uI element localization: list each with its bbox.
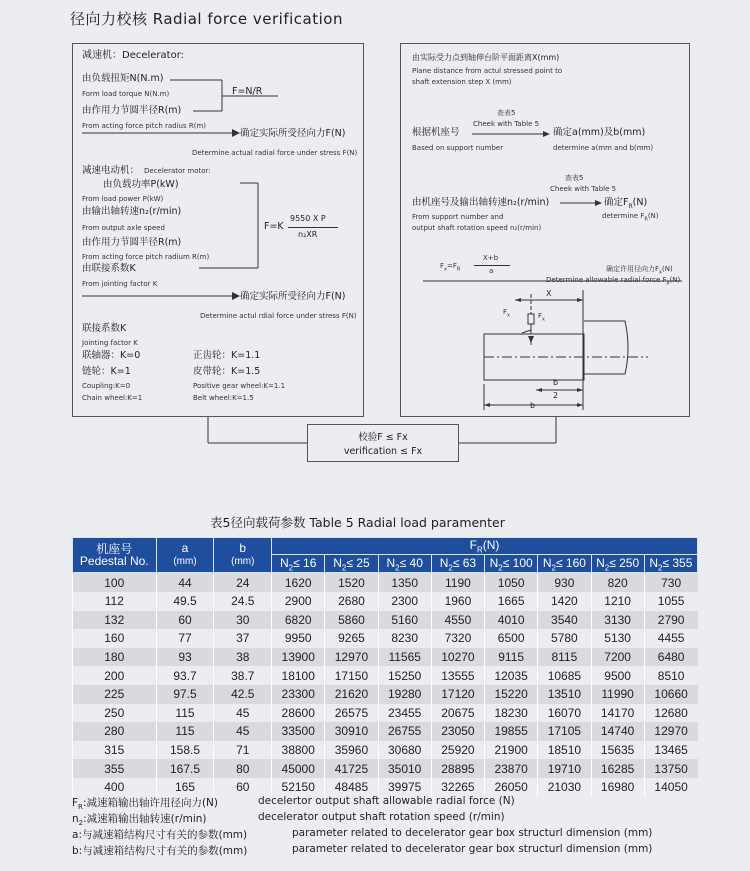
- belt-en: Belt wheel:K=1.5: [193, 394, 254, 402]
- radial-load-table: [72, 537, 698, 797]
- table-cell: 39975: [378, 778, 431, 797]
- table-cell: 30: [214, 611, 272, 630]
- determine-fr-en: determine $F_R(N)$: [602, 212, 659, 223]
- table-cell: 4550: [431, 611, 484, 630]
- table-cell: 18230: [485, 704, 538, 723]
- col-speed-4: $N_2\le 100$: [485, 555, 538, 573]
- footnote: $F_R$:减速箱输出轴许用径向力(N) decelertor output shaft allowable radial force (N): [72, 795, 515, 812]
- table-cell: 38800: [272, 741, 325, 760]
- table-cell: 180: [73, 648, 157, 667]
- table-cell: 26755: [378, 722, 431, 741]
- table-cell: 112: [73, 592, 157, 611]
- table-cell: 25920: [431, 741, 484, 760]
- col-pedestal: 机座号 Pedestal No.: [73, 538, 157, 573]
- table-cell: 45: [214, 722, 272, 741]
- determine-ab-cn: 确定a(mm)及b(mm): [553, 127, 646, 138]
- table-cell: 19855: [485, 722, 538, 741]
- check1-en: Cheek with Table 5: [473, 120, 540, 128]
- table-cell: 115: [156, 704, 214, 723]
- table-cell: 14050: [644, 778, 697, 797]
- table-cell: 1420: [538, 592, 591, 611]
- speed-label-en: From output axle speed: [82, 224, 165, 232]
- power-label-cn: 由负载功率P(kW): [103, 179, 179, 190]
- table-cell: 820: [591, 573, 644, 592]
- table-cell: 3540: [538, 611, 591, 630]
- joint-label-cn: 由联接系数K: [82, 263, 136, 274]
- table-cell: 16980: [591, 778, 644, 797]
- table-cell: 100: [73, 573, 157, 592]
- table-cell: 5780: [538, 629, 591, 648]
- table-cell: 16070: [538, 704, 591, 723]
- radius2-label-en: From acting force pitch radium R(m): [82, 253, 210, 261]
- joint-label-en: From jointing factor K: [82, 280, 158, 288]
- table-cell: 2300: [378, 592, 431, 611]
- table-cell: 10660: [644, 685, 697, 704]
- col-b: b (mm): [214, 538, 272, 573]
- table-cell: 1960: [431, 592, 484, 611]
- determine-ab-en: determine a(mm and b(mm): [553, 144, 654, 152]
- table-cell: 400: [73, 778, 157, 797]
- verification-en: verification ≤ Fx: [343, 446, 423, 457]
- table-cell: 1190: [431, 573, 484, 592]
- table-cell: 132: [73, 611, 157, 630]
- table-cell: 14740: [591, 722, 644, 741]
- col-fr: $F_R(N)$: [272, 538, 698, 555]
- table-cell: 19280: [378, 685, 431, 704]
- table-cell: 930: [538, 573, 591, 592]
- distance-label-en2: shaft extension step X (mm): [412, 78, 512, 86]
- determine-force-cn: 确定实际所受径向力F(N): [240, 128, 346, 139]
- table-cell: 1620: [272, 573, 325, 592]
- table-row: [73, 722, 698, 741]
- factor-label-cn: 联接系数K: [82, 323, 127, 334]
- formula-f-n-r: F=N/R: [232, 86, 263, 97]
- table-cell: 12970: [325, 648, 378, 667]
- table-cell: 1520: [325, 573, 378, 592]
- diagram-fx-arrow-label: $F_x$: [538, 312, 545, 323]
- table-cell: 1210: [591, 592, 644, 611]
- formula2-numerator: 9550 X P: [290, 214, 326, 223]
- table-cell: 23050: [431, 722, 484, 741]
- table-cell: 28600: [272, 704, 325, 723]
- table-cell: 42.5: [214, 685, 272, 704]
- table-cell: 93.7: [156, 666, 214, 685]
- table-cell: 15220: [485, 685, 538, 704]
- table-cell: 21620: [325, 685, 378, 704]
- table-cell: 38.7: [214, 666, 272, 685]
- table-cell: 8510: [644, 666, 697, 685]
- radius2-label-cn: 由作用力节圆半径R(m): [82, 237, 182, 248]
- table-row: [73, 685, 698, 704]
- table-cell: 1350: [378, 573, 431, 592]
- table-cell: 158.5: [156, 741, 214, 760]
- table-cell: 4010: [485, 611, 538, 630]
- support-label-en1: From support number and: [412, 213, 504, 221]
- table-cell: 97.5: [156, 685, 214, 704]
- radius-label-en: From acting force pitch radius R(m): [82, 122, 207, 130]
- table-cell: 13750: [644, 759, 697, 778]
- base-label-en: Based on support number: [412, 144, 504, 152]
- table-row: [73, 648, 698, 667]
- table-cell: 49.5: [156, 592, 214, 611]
- table-cell: 15635: [591, 741, 644, 760]
- col-speed-6: $N_2\le 250$: [591, 555, 644, 573]
- table-cell: 1050: [485, 573, 538, 592]
- speed-label-cn: 由输出轴转速n₂(r/min): [82, 206, 182, 217]
- table-cell: 45: [214, 704, 272, 723]
- table-cell: 48485: [325, 778, 378, 797]
- torque-label-en: Form load torque N(N.m): [82, 90, 170, 98]
- table-cell: 9950: [272, 629, 325, 648]
- table-cell: 35960: [325, 741, 378, 760]
- table-cell: 115: [156, 722, 214, 741]
- table-cell: 80: [214, 759, 272, 778]
- check2-cn: 查表5: [565, 174, 584, 182]
- table-cell: 21900: [485, 741, 538, 760]
- table-cell: 21030: [538, 778, 591, 797]
- table-cell: 19710: [538, 759, 591, 778]
- factor-label-en: Jointing factor K: [82, 339, 138, 347]
- table-cell: 7200: [591, 648, 644, 667]
- table-cell: 18100: [272, 666, 325, 685]
- motor-label-en: Decelerator motor:: [144, 167, 211, 175]
- col-speed-2: $N_2\le 40$: [378, 555, 431, 573]
- determine-fr-cn: 确定$F_R(N)$: [604, 197, 648, 210]
- table-cell: 165: [156, 778, 214, 797]
- table-cell: 28895: [431, 759, 484, 778]
- table-title: 表5径向载荷参数 Table 5 Radial load paramenter: [210, 515, 505, 530]
- table-cell: 14170: [591, 704, 644, 723]
- determine2-force-en: Determine actul rdial force under stress F(N): [200, 312, 357, 320]
- table-cell: 30680: [378, 741, 431, 760]
- table-cell: 23455: [378, 704, 431, 723]
- table-cell: 10685: [538, 666, 591, 685]
- diagram-x-label: X: [546, 289, 552, 298]
- table-cell: 355: [73, 759, 157, 778]
- chain-cn: 链轮：K=1: [82, 366, 131, 377]
- distance-label-cn: 由实际受力点到轴伸台阶平面距离X(mm): [412, 53, 560, 62]
- table-cell: 44: [156, 573, 214, 592]
- table-row: [73, 629, 698, 648]
- torque-label-cn: 由负载扭矩N(N.m): [82, 73, 164, 84]
- table-cell: 77: [156, 629, 214, 648]
- table-cell: 5160: [378, 611, 431, 630]
- table-cell: 3130: [591, 611, 644, 630]
- table-row: [73, 592, 698, 611]
- table-row: [73, 666, 698, 685]
- table-cell: 11990: [591, 685, 644, 704]
- table-cell: 5860: [325, 611, 378, 630]
- table-cell: 2680: [325, 592, 378, 611]
- table-cell: 18510: [538, 741, 591, 760]
- table-cell: 11565: [378, 648, 431, 667]
- table-cell: 26575: [325, 704, 378, 723]
- diagram-fx-label: $F_x$: [503, 308, 510, 319]
- belt-cn: 皮带轮：K=1.5: [193, 366, 261, 377]
- table-cell: 26050: [485, 778, 538, 797]
- table-cell: 52150: [272, 778, 325, 797]
- table-cell: 167.5: [156, 759, 214, 778]
- determine-force-en: Determine actual radial force under stress F(N): [192, 149, 358, 157]
- support-label-cn: 由机座号及输出轴转速n₂(r/min): [412, 197, 550, 208]
- table-cell: 6820: [272, 611, 325, 630]
- table-cell: 60: [156, 611, 214, 630]
- table-row: [73, 759, 698, 778]
- col-speed-7: $N_2\le 355$: [644, 555, 697, 573]
- table-cell: 33500: [272, 722, 325, 741]
- formula2-lhs: F=K: [264, 221, 284, 232]
- determine-fx-cn: 确定许用径向力$F_x(N)$: [606, 265, 673, 276]
- page-title: 径向力校核 Radial force verification: [70, 10, 343, 28]
- distance-label-en1: Plane distance from actul stressed point to: [412, 67, 563, 75]
- footnote: $n_2$:减速箱输出轴转速(r/min) decelerator output shaft rotation speed (r/min): [72, 811, 505, 828]
- fx-formula-numerator: X+b: [483, 254, 499, 262]
- gear-en: Positive gear wheel:K=1.1: [193, 382, 286, 390]
- power-label-en: From load power P(kW): [82, 195, 164, 203]
- table-cell: 12970: [644, 722, 697, 741]
- table-cell: 2790: [644, 611, 697, 630]
- col-speed-1: $N_2\le 25$: [325, 555, 378, 573]
- table-cell: 45000: [272, 759, 325, 778]
- table-cell: 315: [73, 741, 157, 760]
- col-a: a (mm): [156, 538, 214, 573]
- table-cell: 1055: [644, 592, 697, 611]
- table-cell: 13465: [644, 741, 697, 760]
- table-cell: 60: [214, 778, 272, 797]
- table-cell: 71: [214, 741, 272, 760]
- table-cell: 250: [73, 704, 157, 723]
- table-cell: 9115: [485, 648, 538, 667]
- fx-formula-denominator: a: [489, 267, 494, 275]
- table-cell: 16285: [591, 759, 644, 778]
- check2-en: Cheek with Table 5: [550, 185, 617, 193]
- table-cell: 6500: [485, 629, 538, 648]
- motor-label-cn: 减速电动机：: [82, 165, 140, 176]
- diagram-b-half-den: 2: [553, 391, 559, 400]
- table-cell: 17120: [431, 685, 484, 704]
- table-cell: 8115: [538, 648, 591, 667]
- table-cell: 4455: [644, 629, 697, 648]
- table-cell: 1665: [485, 592, 538, 611]
- support-label-en2: output shaft rotation speed n₂(r/min): [412, 224, 542, 232]
- table-cell: 8230: [378, 629, 431, 648]
- table-cell: 37: [214, 629, 272, 648]
- table-cell: 23870: [485, 759, 538, 778]
- verification-cn: 校验F ≤ Fx: [358, 432, 408, 443]
- check1-cn: 查表5: [497, 109, 516, 117]
- col-speed-5: $N_2\le 160$: [538, 555, 591, 573]
- gear-cn: 正齿轮：K=1.1: [193, 350, 261, 361]
- table-cell: 24.5: [214, 592, 272, 611]
- table-row: [73, 741, 698, 760]
- table-cell: 10270: [431, 648, 484, 667]
- table-cell: 9265: [325, 629, 378, 648]
- base-label-cn: 根据机座号: [412, 127, 460, 138]
- table-cell: 12035: [485, 666, 538, 685]
- table-cell: 23300: [272, 685, 325, 704]
- diagram-b-half-num: b: [553, 378, 559, 387]
- table-cell: 2900: [272, 592, 325, 611]
- table-cell: 35010: [378, 759, 431, 778]
- table-cell: 24: [214, 573, 272, 592]
- table-cell: 13900: [272, 648, 325, 667]
- table-cell: 13510: [538, 685, 591, 704]
- footnote: a:与减速箱结构尺寸有关的参数(mm) parameter related to decelerator gear box structurl dimension (mm): [72, 827, 653, 841]
- table-cell: 30910: [325, 722, 378, 741]
- radius-label-cn: 由作用力节圆半径R(m): [82, 105, 182, 116]
- table-cell: 93: [156, 648, 214, 667]
- table-cell: 13555: [431, 666, 484, 685]
- table-cell: 280: [73, 722, 157, 741]
- table-cell: 5130: [591, 629, 644, 648]
- coupling-cn: 联轴器：K=0: [82, 350, 141, 361]
- table-cell: 225: [73, 685, 157, 704]
- table-cell: 17105: [538, 722, 591, 741]
- chain-en: Chain wheel:K=1: [82, 394, 143, 402]
- table-row: [73, 778, 698, 797]
- formula2-denominator: n₂XR: [298, 230, 318, 239]
- fx-formula-lhs: $F_x=F_R$: [440, 262, 461, 273]
- table-cell: 9500: [591, 666, 644, 685]
- table-cell: 38: [214, 648, 272, 667]
- col-speed-3: $N_2\le 63$: [431, 555, 484, 573]
- verification-box: [307, 424, 459, 462]
- table-row: [73, 611, 698, 630]
- footnote: b:与减速箱结构尺寸有关的参数(mm) parameter related to decelerator gear box structurl dimension (mm): [72, 843, 653, 857]
- table-cell: 32265: [431, 778, 484, 797]
- table-cell: 20675: [431, 704, 484, 723]
- col-speed-0: $N_2\le 16$: [272, 555, 325, 573]
- determine-fx-en: Determine allowable radial force $F_x(N)$: [546, 276, 681, 287]
- table-row: [73, 573, 698, 592]
- table-cell: 7320: [431, 629, 484, 648]
- table-cell: 17150: [325, 666, 378, 685]
- diagram-b-label: b: [530, 401, 536, 410]
- table-cell: 6480: [644, 648, 697, 667]
- coupling-en: Coupling:K=0: [82, 382, 131, 390]
- table-cell: 160: [73, 629, 157, 648]
- table-cell: 12680: [644, 704, 697, 723]
- table-cell: 15250: [378, 666, 431, 685]
- table-cell: 730: [644, 573, 697, 592]
- table-cell: 200: [73, 666, 157, 685]
- table-cell: 41725: [325, 759, 378, 778]
- decelerator-heading: 减速机：Decelerator:: [82, 50, 185, 61]
- table-row: [73, 704, 698, 723]
- determine2-force-cn: 确定实际所受径向力F(N): [240, 291, 346, 302]
